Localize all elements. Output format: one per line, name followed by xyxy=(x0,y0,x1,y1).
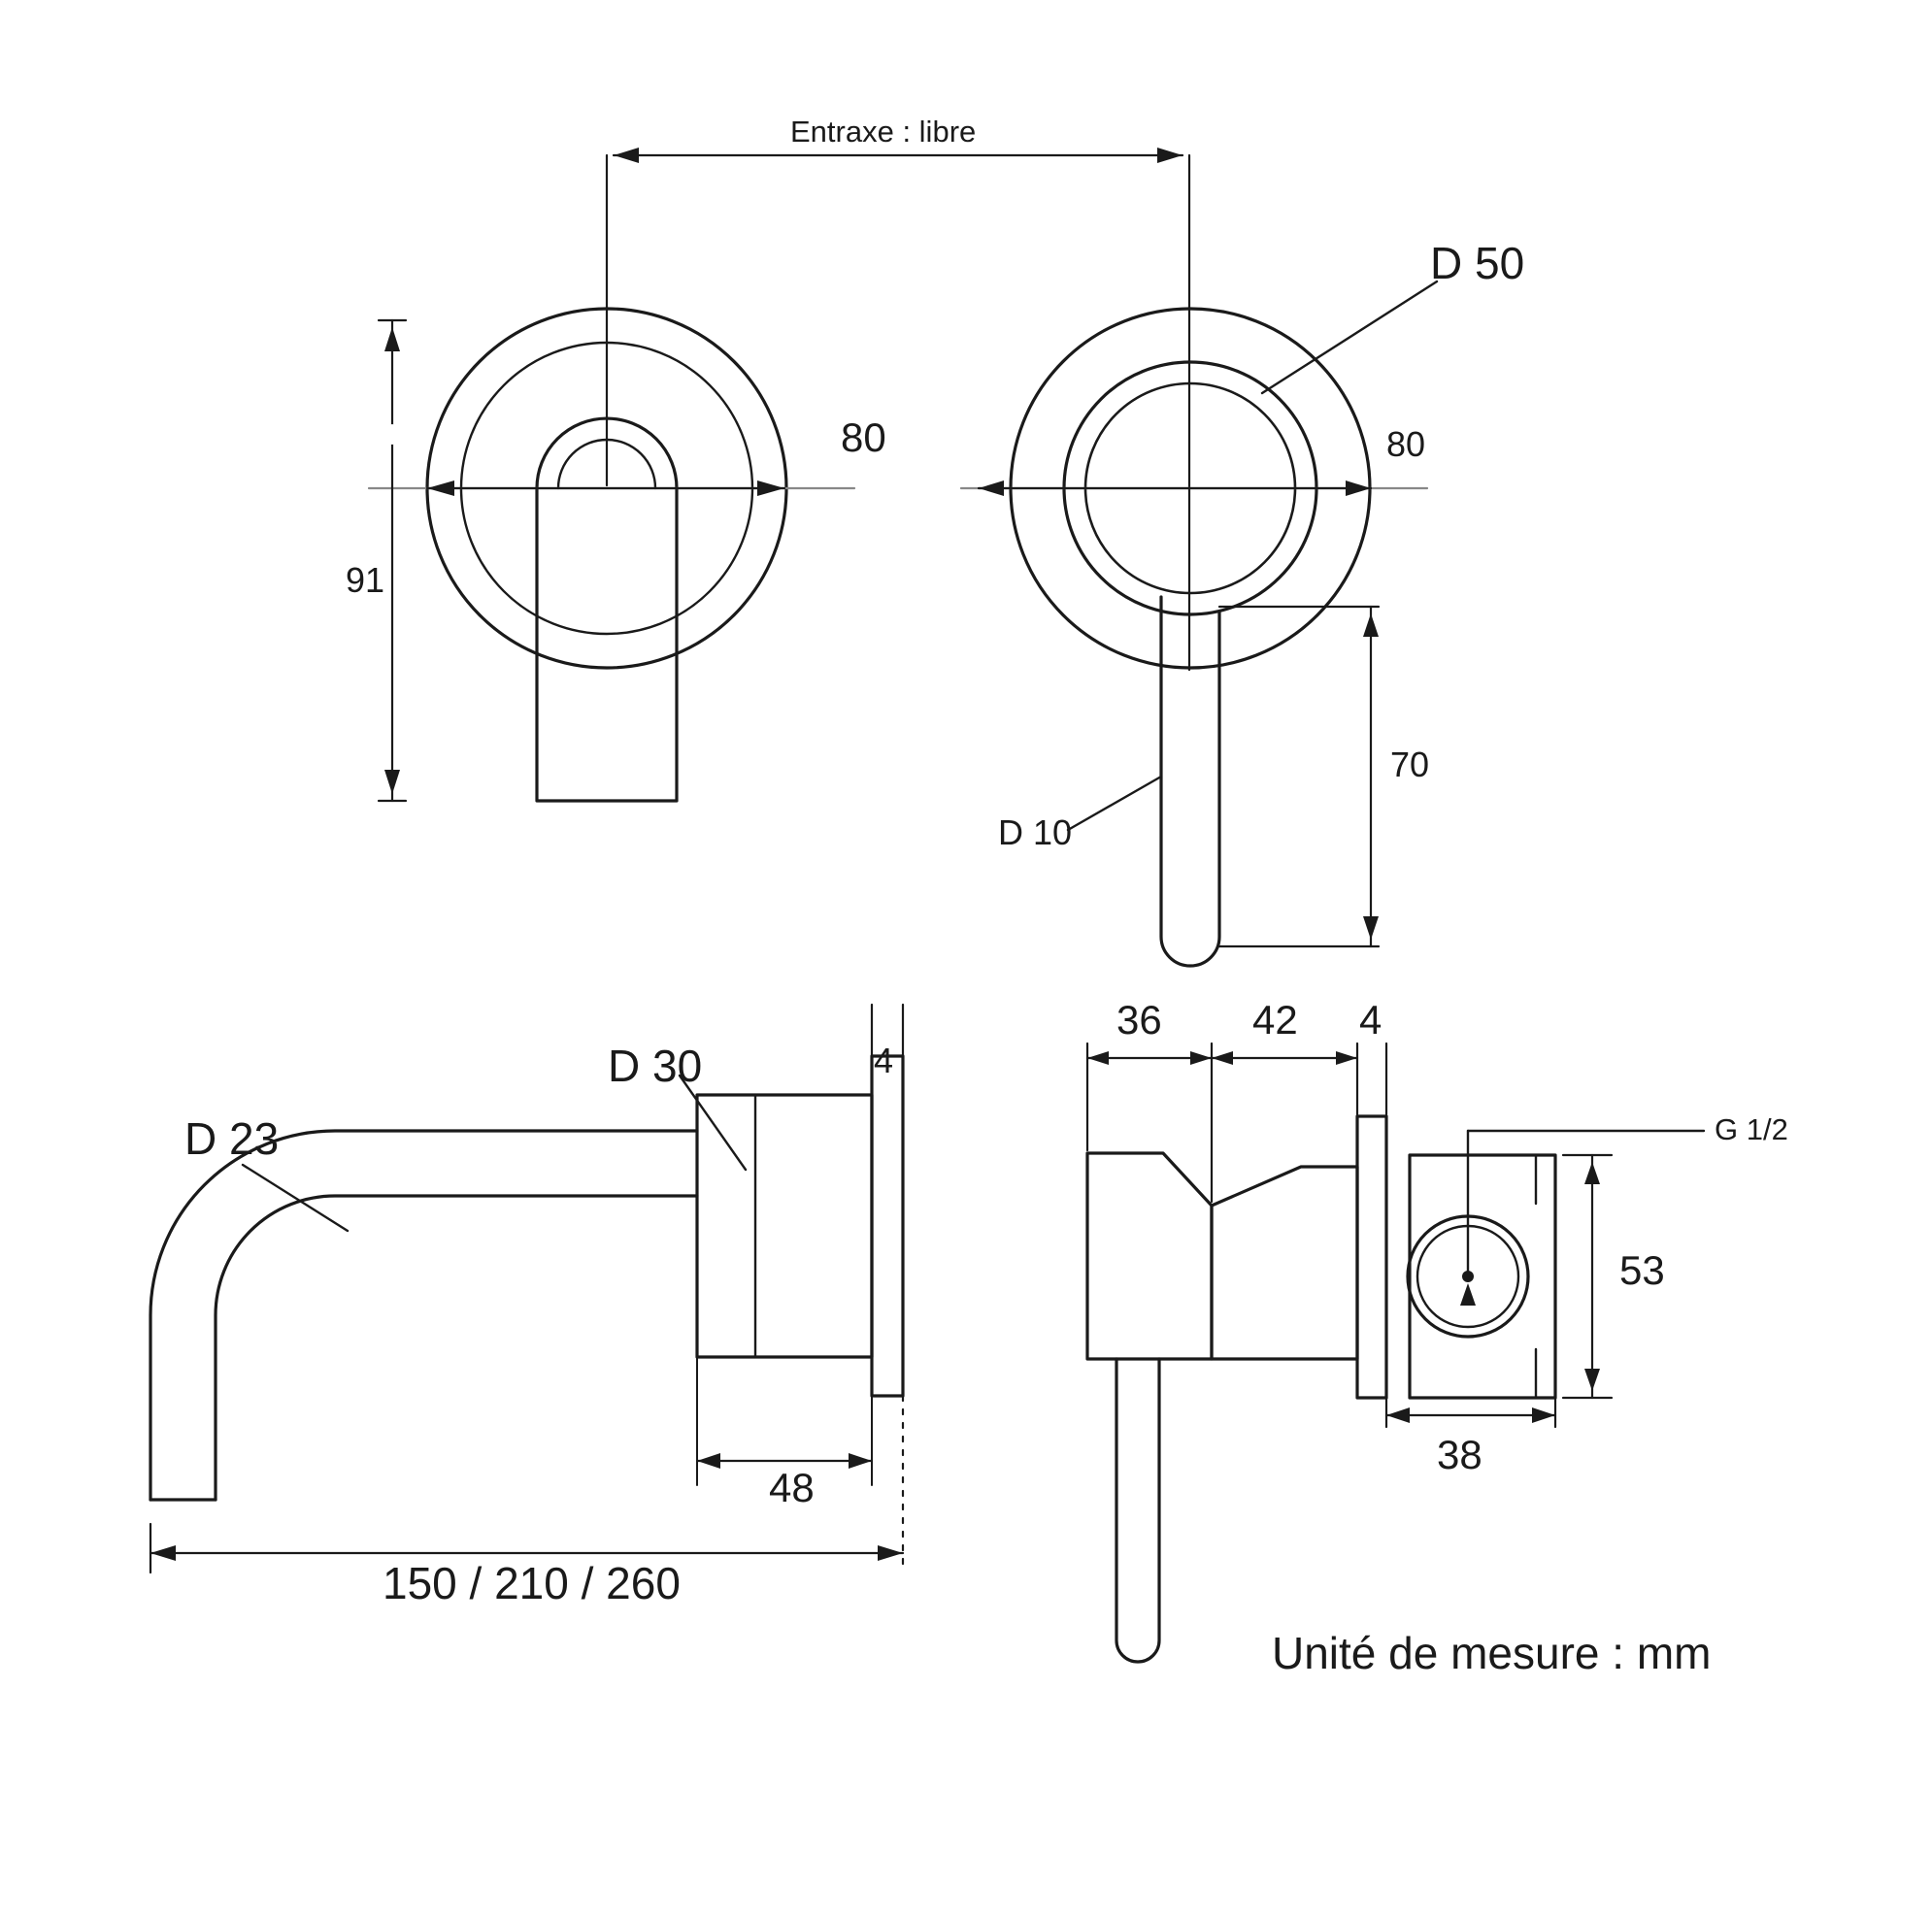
dim-53 xyxy=(1563,1155,1612,1398)
dim-38 xyxy=(1386,1398,1555,1427)
label-thread-g12: G 1/2 xyxy=(1715,1112,1788,1146)
label-d23: D 23 xyxy=(184,1113,280,1164)
dim-80-left xyxy=(369,480,854,496)
label-width-80-right: 80 xyxy=(1386,424,1426,464)
label-height-91: 91 xyxy=(346,560,385,600)
label-d10: D 10 xyxy=(998,812,1073,852)
label-dim-36: 36 xyxy=(1116,997,1162,1043)
label-lever-70: 70 xyxy=(1390,745,1430,784)
view-bottom-right-geometry xyxy=(1087,1116,1555,1662)
label-width-80-left: 80 xyxy=(841,414,886,460)
outlet-housing xyxy=(1410,1155,1555,1398)
mixer-wall-plate xyxy=(1357,1116,1386,1398)
body-cylinder xyxy=(697,1095,872,1357)
label-dim-38: 38 xyxy=(1437,1432,1482,1477)
label-projection: 150 / 210 / 260 xyxy=(383,1558,681,1608)
label-plate-thickness-4: 4 xyxy=(874,1041,894,1080)
dim-70 xyxy=(1219,607,1379,946)
label-units-note: Unité de mesure : mm xyxy=(1272,1628,1712,1678)
dim-80-right xyxy=(961,480,1427,496)
spout-inner-profile xyxy=(216,1196,697,1500)
leader-g12 xyxy=(1460,1131,1704,1306)
label-d30: D 30 xyxy=(608,1041,703,1091)
dim-36-42-4 xyxy=(1087,1043,1386,1202)
mixer-mid-body xyxy=(1212,1167,1357,1359)
dim-entraxe xyxy=(607,148,1189,670)
label-dim-42: 42 xyxy=(1252,997,1298,1043)
leader-d10 xyxy=(1068,777,1161,830)
label-dim-4: 4 xyxy=(1359,997,1382,1043)
wall-plate xyxy=(872,1056,903,1396)
leader-d23 xyxy=(243,1165,348,1231)
label-plate-48: 48 xyxy=(769,1465,815,1510)
label-dim-53: 53 xyxy=(1619,1247,1665,1293)
mixer-rear-block xyxy=(1087,1153,1212,1359)
mixer-lever-arm xyxy=(1116,1359,1159,1662)
label-entraxe: Entraxe : libre xyxy=(790,115,977,149)
spout-outer-profile xyxy=(150,1131,697,1500)
label-d50: D 50 xyxy=(1430,238,1525,288)
